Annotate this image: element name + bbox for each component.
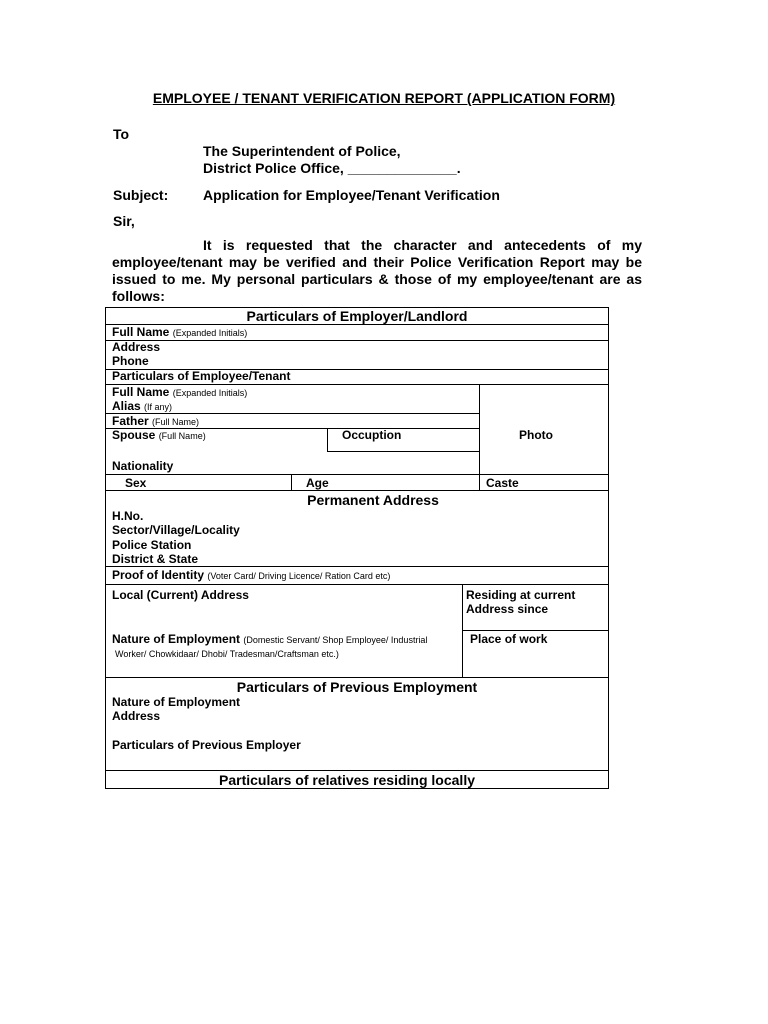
employee-full-name-label: Full Name (Expanded Initials) xyxy=(112,385,248,399)
document-title: EMPLOYEE / TENANT VERIFICATION REPORT (APPLICATION FORM) xyxy=(152,90,616,106)
caste-label: Caste xyxy=(486,476,519,490)
sector-label: Sector/Village/Locality xyxy=(112,523,240,537)
prev-address-label: Address xyxy=(112,709,161,723)
nationality-label: Nationality xyxy=(112,459,174,473)
district-state-label: District & State xyxy=(112,552,199,566)
police-station-label: Police Station xyxy=(112,538,192,552)
proof-of-identity-label: Proof of Identity (Voter Card/ Driving Licence/ Ration Card etc) xyxy=(112,568,391,582)
recipient-line-1: The Superintendent of Police, xyxy=(203,143,401,159)
residing-since-label: Residing at current Address since xyxy=(466,588,576,616)
father-label: Father (Full Name) xyxy=(112,414,200,428)
salutation: Sir, xyxy=(113,213,135,229)
alias-label: Alias (If any) xyxy=(112,399,173,413)
subject-text: Application for Employee/Tenant Verification xyxy=(203,187,500,203)
recipient-line-2: District Police Office, ______________. xyxy=(203,160,461,176)
employer-full-name-label: Full Name (Expanded Initials) xyxy=(112,325,248,339)
occupation-label: Occuption xyxy=(342,428,402,442)
employee-section-header: Particulars of Employee/Tenant xyxy=(112,369,291,383)
employer-phone-label: Phone xyxy=(112,354,149,368)
prev-nature-of-employment-label: Nature of Employment xyxy=(112,695,241,709)
hno-label: H.No. xyxy=(112,509,144,523)
previous-employment-header: Particulars of Previous Employment xyxy=(236,679,478,695)
body-paragraph xyxy=(112,237,642,305)
previous-employer-label: Particulars of Previous Employer xyxy=(112,738,301,752)
subject-label: Subject: xyxy=(113,187,169,203)
nature-of-employment-label: Nature of Employment (Domestic Servant/ Shop Employee/ Industrial xyxy=(112,632,428,646)
body-text: It is requested that the character and antecedents of my employee/tenant may be verified and their Police Verification Report may be issued to me. My personal particulars & those of my employee/tenant are as follows: xyxy=(112,237,642,304)
employer-address-label: Address xyxy=(112,340,161,354)
spouse-label: Spouse (Full Name) xyxy=(112,428,206,442)
verification-form-table xyxy=(105,307,609,789)
sex-label: Sex xyxy=(125,476,147,490)
to-label: To xyxy=(113,126,130,142)
nature-of-employment-note: Worker/ Chowkidaar/ Dhobi/ Tradesman/Craftsman etc.) xyxy=(115,649,339,659)
employer-section-header: Particulars of Employer/Landlord xyxy=(246,308,468,324)
photo-label: Photo xyxy=(519,428,553,442)
local-address-label: Local (Current) Address xyxy=(112,588,249,602)
permanent-address-header: Permanent Address xyxy=(307,492,439,508)
age-label: Age xyxy=(306,476,329,490)
place-of-work-label: Place of work xyxy=(470,632,548,646)
relatives-header: Particulars of relatives residing locally xyxy=(219,772,475,788)
